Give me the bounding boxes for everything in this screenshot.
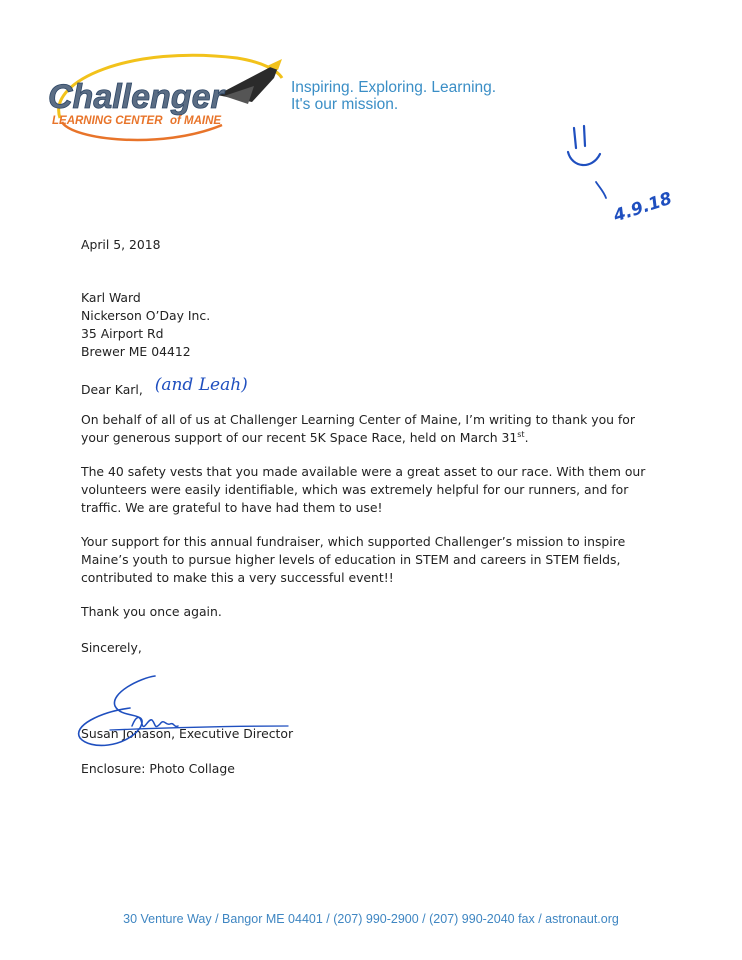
paragraph-3: Your support for this annual fundraiser, which supported Challenger’s mission to inspire Maine’s youth to pursue higher levels of education in STEM and careers in STEM fields, contributed to make this a very successful event!! (81, 534, 626, 585)
challenger-logo (42, 40, 292, 150)
recipient-address (81, 289, 661, 361)
handwritten-greeting-note: (and Leah) (154, 375, 248, 395)
letterhead-footer: 30 Venture Way / Bangor ME 04401 / (207) 990-2900 / (207) 990-2040 fax / astronaut.org (123, 912, 619, 926)
thank-you-line: Thank you once again. (81, 604, 222, 619)
space-shuttle-icon (217, 59, 282, 104)
svg-text:4.9.18: 4.9.18 (611, 188, 675, 226)
enclosure-line: Enclosure: Photo Collage (81, 761, 235, 776)
logo-of-maine: of MAINE (170, 115, 222, 127)
paragraph-2: The 40 safety vests that you made available were a great asset to our race. With them our volunteers were easily identifiable, which was extremely helpful for our runners, and for traffic. We are grateful to have had them to use! (81, 464, 646, 515)
letter-date: April 5, 2018 (81, 237, 161, 252)
recipient-name: Karl Ward (81, 290, 141, 305)
tagline-line-2: It's our mission. (291, 96, 399, 113)
closing: Sincerely, (81, 640, 142, 655)
handwritten-date-note (608, 176, 688, 226)
recipient-city: Brewer ME 04412 (81, 344, 191, 359)
recipient-street: 35 Airport Rd (81, 326, 164, 341)
logo-wordmark: Challenger (48, 78, 224, 116)
tagline (291, 79, 496, 113)
logo-subtitle: LEARNING CENTER (52, 115, 163, 127)
tagline-line-1: Inspiring. Exploring. Learning. (291, 79, 497, 96)
signer-name: Susan Jonason, Executive Director (81, 726, 294, 741)
paragraph-1: On behalf of all of us at Challenger Learning Center of Maine, I’m writing to thank you for your generous support of our recent 5K Space Race, held on March 31st. (81, 412, 635, 445)
signature (70, 668, 300, 768)
salutation-row (81, 375, 661, 399)
salutation: Dear Karl, (81, 382, 143, 397)
recipient-company: Nickerson O’Day Inc. (81, 308, 211, 323)
